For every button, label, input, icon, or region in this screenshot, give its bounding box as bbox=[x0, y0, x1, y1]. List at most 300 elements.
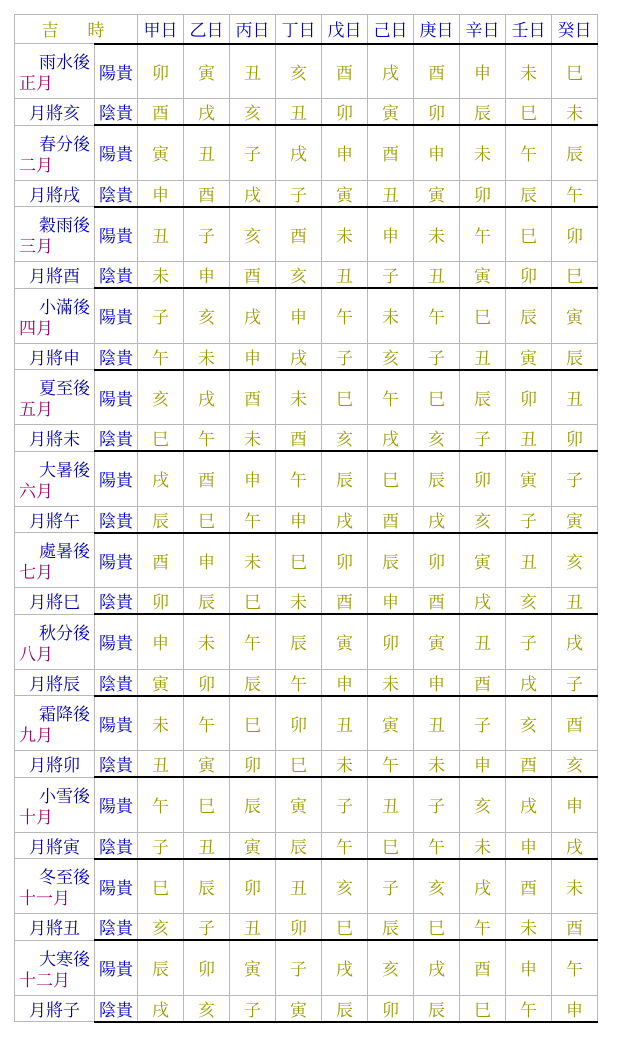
yang-gui-value: 亥 bbox=[230, 207, 276, 262]
yang-gui-value: 子 bbox=[552, 451, 598, 506]
yin-gui-value: 辰 bbox=[460, 99, 506, 126]
yang-gui-value: 卯 bbox=[368, 614, 414, 669]
yang-gui-value: 卯 bbox=[276, 696, 322, 751]
month-general-label: 月將未 bbox=[15, 425, 95, 452]
yin-gui-value: 午 bbox=[138, 343, 184, 370]
yin-gui-value: 未 bbox=[552, 99, 598, 126]
yin-gui-value: 亥 bbox=[368, 343, 414, 370]
yang-gui-value: 子 bbox=[368, 859, 414, 914]
yin-gui-value: 巳 bbox=[506, 99, 552, 126]
yin-gui-value: 亥 bbox=[138, 914, 184, 941]
month-label: 十一月 bbox=[19, 889, 70, 909]
yang-gui-value: 丑 bbox=[414, 696, 460, 751]
month-label: 十二月 bbox=[19, 970, 70, 991]
yang-gui-value: 寅 bbox=[460, 533, 506, 588]
yang-row bbox=[15, 533, 598, 588]
yin-gui-value: 卯 bbox=[138, 588, 184, 615]
yin-gui-value: 戌 bbox=[552, 832, 598, 859]
month-label: 七月 bbox=[19, 563, 53, 583]
yang-gui-value: 巳 bbox=[184, 777, 230, 832]
yang-gui-value: 子 bbox=[230, 125, 276, 180]
yin-gui-value: 午 bbox=[368, 751, 414, 778]
yin-gui-value: 戌 bbox=[276, 343, 322, 370]
yin-gui-label: 陰貴 bbox=[95, 751, 138, 778]
yang-gui-value: 酉 bbox=[414, 44, 460, 99]
yin-row bbox=[15, 425, 598, 452]
yin-gui-value: 丑 bbox=[322, 262, 368, 289]
yang-gui-value: 亥 bbox=[460, 777, 506, 832]
yin-gui-value: 申 bbox=[138, 180, 184, 207]
yang-gui-value: 巳 bbox=[138, 859, 184, 914]
yang-gui-value: 丑 bbox=[276, 859, 322, 914]
yin-row bbox=[15, 343, 598, 370]
yin-gui-value: 丑 bbox=[184, 832, 230, 859]
yin-gui-label: 陰貴 bbox=[95, 262, 138, 289]
yin-gui-value: 巳 bbox=[138, 425, 184, 452]
yin-row bbox=[15, 180, 598, 207]
month-cell bbox=[15, 207, 95, 262]
yang-gui-value: 巳 bbox=[460, 288, 506, 343]
month-cell bbox=[15, 940, 95, 995]
yin-gui-value: 子 bbox=[368, 262, 414, 289]
solar-term-label: 大寒後 bbox=[39, 949, 90, 970]
yin-gui-value: 子 bbox=[322, 343, 368, 370]
yin-gui-value: 申 bbox=[506, 832, 552, 859]
yang-gui-value: 巳 bbox=[276, 533, 322, 588]
yin-gui-value: 申 bbox=[552, 995, 598, 1022]
yang-gui-value: 午 bbox=[138, 777, 184, 832]
yin-gui-value: 未 bbox=[322, 751, 368, 778]
month-label: 三月 bbox=[19, 237, 53, 257]
yin-gui-value: 巳 bbox=[460, 995, 506, 1022]
yin-gui-value: 辰 bbox=[322, 995, 368, 1022]
yang-gui-value: 午 bbox=[322, 288, 368, 343]
yin-gui-value: 寅 bbox=[184, 751, 230, 778]
yang-gui-value: 申 bbox=[460, 44, 506, 99]
yang-row bbox=[15, 696, 598, 751]
yang-gui-value: 亥 bbox=[322, 859, 368, 914]
yang-gui-value: 申 bbox=[552, 777, 598, 832]
yin-gui-value: 午 bbox=[414, 832, 460, 859]
auspicious-hours-table bbox=[14, 14, 598, 1023]
yin-gui-value: 亥 bbox=[322, 425, 368, 452]
header-row bbox=[15, 15, 598, 44]
yin-gui-value: 戌 bbox=[322, 506, 368, 533]
yin-gui-value: 辰 bbox=[230, 669, 276, 696]
yang-gui-value: 辰 bbox=[460, 370, 506, 425]
month-cell bbox=[15, 451, 95, 506]
yin-gui-value: 未 bbox=[414, 751, 460, 778]
header-day-6: 庚日 bbox=[414, 15, 460, 44]
month-general-label: 月將申 bbox=[15, 343, 95, 370]
yin-gui-value: 亥 bbox=[276, 262, 322, 289]
month-label: 五月 bbox=[19, 400, 53, 420]
yin-gui-value: 丑 bbox=[276, 99, 322, 126]
yang-gui-value: 亥 bbox=[552, 533, 598, 588]
month-label: 四月 bbox=[19, 318, 53, 339]
yin-gui-value: 丑 bbox=[138, 751, 184, 778]
yang-gui-value: 巳 bbox=[368, 451, 414, 506]
yang-gui-value: 戌 bbox=[138, 451, 184, 506]
yin-gui-value: 寅 bbox=[506, 343, 552, 370]
yang-gui-label: 陽貴 bbox=[95, 533, 138, 588]
yin-gui-value: 寅 bbox=[552, 506, 598, 533]
yang-gui-value: 辰 bbox=[506, 288, 552, 343]
yin-gui-value: 未 bbox=[138, 262, 184, 289]
solar-term-label: 雨水後 bbox=[39, 53, 90, 73]
header-day-9: 癸日 bbox=[552, 15, 598, 44]
solar-term-label: 春分後 bbox=[39, 134, 90, 155]
yang-gui-value: 申 bbox=[322, 125, 368, 180]
yin-gui-value: 辰 bbox=[506, 180, 552, 207]
yang-gui-label: 陽貴 bbox=[95, 777, 138, 832]
yang-gui-value: 丑 bbox=[506, 533, 552, 588]
month-general-label: 月將卯 bbox=[15, 751, 95, 778]
yin-gui-value: 子 bbox=[184, 914, 230, 941]
yin-gui-value: 子 bbox=[138, 832, 184, 859]
yang-gui-value: 子 bbox=[184, 207, 230, 262]
month-cell bbox=[15, 614, 95, 669]
yang-gui-value: 未 bbox=[184, 614, 230, 669]
month-cell bbox=[15, 370, 95, 425]
yin-gui-value: 卯 bbox=[368, 995, 414, 1022]
yang-gui-value: 未 bbox=[230, 533, 276, 588]
yin-gui-value: 戌 bbox=[184, 99, 230, 126]
header-day-1: 乙日 bbox=[184, 15, 230, 44]
yang-row bbox=[15, 288, 598, 343]
month-cell bbox=[15, 288, 95, 343]
yang-gui-value: 戌 bbox=[506, 777, 552, 832]
yang-gui-value: 辰 bbox=[552, 125, 598, 180]
yang-gui-label: 陽貴 bbox=[95, 288, 138, 343]
yang-gui-value: 子 bbox=[276, 940, 322, 995]
yang-gui-value: 卯 bbox=[322, 533, 368, 588]
yin-gui-value: 丑 bbox=[460, 343, 506, 370]
header-day-7: 辛日 bbox=[460, 15, 506, 44]
auspicious-hours-table-wrapper bbox=[14, 14, 598, 1023]
yin-gui-value: 子 bbox=[506, 506, 552, 533]
yin-gui-value: 卯 bbox=[230, 751, 276, 778]
yang-gui-value: 巳 bbox=[506, 207, 552, 262]
yang-gui-value: 未 bbox=[460, 125, 506, 180]
month-cell bbox=[15, 125, 95, 180]
header-day-3: 丁日 bbox=[276, 15, 322, 44]
yang-gui-value: 亥 bbox=[276, 44, 322, 99]
yang-gui-value: 巳 bbox=[552, 44, 598, 99]
yin-gui-value: 未 bbox=[368, 669, 414, 696]
yang-gui-value: 未 bbox=[552, 859, 598, 914]
yin-gui-value: 未 bbox=[184, 343, 230, 370]
yin-gui-value: 午 bbox=[460, 914, 506, 941]
yang-gui-value: 未 bbox=[414, 207, 460, 262]
yang-gui-value: 子 bbox=[414, 777, 460, 832]
yang-gui-value: 卯 bbox=[506, 370, 552, 425]
yin-gui-value: 未 bbox=[506, 914, 552, 941]
yin-gui-value: 巳 bbox=[184, 506, 230, 533]
yin-gui-value: 酉 bbox=[230, 262, 276, 289]
yin-gui-value: 子 bbox=[552, 669, 598, 696]
yang-gui-label: 陽貴 bbox=[95, 207, 138, 262]
yin-gui-label: 陰貴 bbox=[95, 588, 138, 615]
table-body bbox=[15, 44, 598, 1022]
yin-row bbox=[15, 995, 598, 1022]
yang-gui-value: 辰 bbox=[138, 940, 184, 995]
header-day-0: 甲日 bbox=[138, 15, 184, 44]
month-general-label: 月將辰 bbox=[15, 669, 95, 696]
yin-gui-value: 酉 bbox=[276, 425, 322, 452]
month-label: 六月 bbox=[19, 481, 53, 502]
yang-gui-value: 午 bbox=[414, 288, 460, 343]
yang-gui-value: 子 bbox=[138, 288, 184, 343]
yin-gui-value: 亥 bbox=[552, 751, 598, 778]
yin-gui-value: 亥 bbox=[506, 588, 552, 615]
yang-gui-value: 亥 bbox=[414, 859, 460, 914]
yang-gui-value: 申 bbox=[368, 207, 414, 262]
yang-gui-value: 申 bbox=[276, 288, 322, 343]
yang-gui-value: 子 bbox=[506, 614, 552, 669]
yin-gui-value: 申 bbox=[414, 669, 460, 696]
month-cell bbox=[15, 777, 95, 832]
solar-term-label: 穀雨後 bbox=[39, 216, 90, 236]
yin-gui-value: 辰 bbox=[138, 506, 184, 533]
yin-gui-value: 戌 bbox=[414, 506, 460, 533]
yin-gui-value: 寅 bbox=[414, 180, 460, 207]
yin-gui-value: 丑 bbox=[414, 262, 460, 289]
month-general-label: 月將亥 bbox=[15, 99, 95, 126]
yang-gui-value: 午 bbox=[368, 370, 414, 425]
yang-gui-value: 午 bbox=[460, 207, 506, 262]
yin-gui-value: 酉 bbox=[322, 588, 368, 615]
yin-gui-value: 巳 bbox=[230, 588, 276, 615]
yang-gui-value: 午 bbox=[230, 614, 276, 669]
yin-gui-value: 子 bbox=[460, 425, 506, 452]
yang-row bbox=[15, 207, 598, 262]
yin-gui-label: 陰貴 bbox=[95, 669, 138, 696]
month-label: 九月 bbox=[19, 726, 53, 746]
yang-gui-value: 卯 bbox=[138, 44, 184, 99]
yang-gui-value: 卯 bbox=[460, 451, 506, 506]
yang-gui-value: 未 bbox=[368, 288, 414, 343]
yin-gui-value: 子 bbox=[414, 343, 460, 370]
yin-gui-value: 申 bbox=[322, 669, 368, 696]
yang-gui-value: 酉 bbox=[230, 370, 276, 425]
yang-gui-value: 巳 bbox=[322, 370, 368, 425]
yang-gui-value: 酉 bbox=[138, 533, 184, 588]
yang-gui-label: 陽貴 bbox=[95, 614, 138, 669]
yin-gui-value: 卯 bbox=[552, 425, 598, 452]
yin-row bbox=[15, 588, 598, 615]
month-general-label: 月將午 bbox=[15, 506, 95, 533]
month-general-label: 月將戌 bbox=[15, 180, 95, 207]
yang-gui-value: 午 bbox=[552, 940, 598, 995]
yang-gui-value: 寅 bbox=[138, 125, 184, 180]
yang-gui-value: 辰 bbox=[276, 614, 322, 669]
month-label: 八月 bbox=[19, 644, 53, 665]
yang-gui-value: 丑 bbox=[230, 44, 276, 99]
yang-gui-value: 辰 bbox=[368, 533, 414, 588]
yang-gui-value: 子 bbox=[322, 777, 368, 832]
yang-gui-value: 申 bbox=[230, 451, 276, 506]
solar-term-label: 霜降後 bbox=[39, 705, 90, 725]
yin-gui-value: 巳 bbox=[276, 751, 322, 778]
month-cell bbox=[15, 44, 95, 99]
yin-gui-value: 丑 bbox=[230, 914, 276, 941]
solar-term-label: 夏至後 bbox=[39, 379, 90, 399]
yin-gui-value: 申 bbox=[184, 262, 230, 289]
yin-gui-value: 戌 bbox=[138, 995, 184, 1022]
yang-row bbox=[15, 125, 598, 180]
yang-row bbox=[15, 614, 598, 669]
yang-gui-value: 寅 bbox=[552, 288, 598, 343]
yang-gui-value: 寅 bbox=[414, 614, 460, 669]
yin-gui-value: 巳 bbox=[552, 262, 598, 289]
yang-gui-label: 陽貴 bbox=[95, 859, 138, 914]
yang-gui-value: 亥 bbox=[506, 696, 552, 751]
yang-gui-value: 卯 bbox=[230, 859, 276, 914]
yang-gui-value: 子 bbox=[460, 696, 506, 751]
yin-gui-value: 申 bbox=[368, 588, 414, 615]
yin-row bbox=[15, 262, 598, 289]
yang-gui-value: 丑 bbox=[460, 614, 506, 669]
yin-gui-value: 酉 bbox=[460, 669, 506, 696]
yin-gui-value: 酉 bbox=[552, 914, 598, 941]
yang-gui-value: 戌 bbox=[276, 125, 322, 180]
yang-gui-value: 未 bbox=[322, 207, 368, 262]
yang-gui-value: 午 bbox=[276, 451, 322, 506]
header-day-4: 戊日 bbox=[322, 15, 368, 44]
yin-gui-value: 子 bbox=[276, 180, 322, 207]
yin-gui-value: 酉 bbox=[138, 99, 184, 126]
yin-row bbox=[15, 751, 598, 778]
yin-gui-value: 申 bbox=[460, 751, 506, 778]
header-day-8: 壬日 bbox=[506, 15, 552, 44]
yang-gui-value: 巳 bbox=[414, 370, 460, 425]
yin-gui-value: 酉 bbox=[414, 588, 460, 615]
yang-row bbox=[15, 859, 598, 914]
solar-term-label: 處暑後 bbox=[39, 542, 90, 562]
yin-gui-value: 未 bbox=[276, 588, 322, 615]
yang-gui-value: 寅 bbox=[230, 940, 276, 995]
yang-gui-value: 辰 bbox=[184, 859, 230, 914]
yang-gui-value: 丑 bbox=[184, 125, 230, 180]
yin-row bbox=[15, 914, 598, 941]
yang-gui-value: 酉 bbox=[460, 940, 506, 995]
yang-gui-label: 陽貴 bbox=[95, 940, 138, 995]
yin-row bbox=[15, 669, 598, 696]
yang-gui-value: 酉 bbox=[368, 125, 414, 180]
yin-gui-value: 午 bbox=[552, 180, 598, 207]
yin-gui-value: 卯 bbox=[506, 262, 552, 289]
yang-gui-value: 午 bbox=[506, 125, 552, 180]
yin-gui-value: 巳 bbox=[414, 914, 460, 941]
yin-gui-value: 酉 bbox=[184, 180, 230, 207]
yang-gui-value: 亥 bbox=[184, 288, 230, 343]
yin-gui-value: 戌 bbox=[460, 588, 506, 615]
yin-gui-label: 陰貴 bbox=[95, 832, 138, 859]
yang-gui-value: 酉 bbox=[552, 696, 598, 751]
yang-gui-value: 申 bbox=[184, 533, 230, 588]
yang-gui-value: 申 bbox=[138, 614, 184, 669]
yin-gui-value: 辰 bbox=[552, 343, 598, 370]
yang-gui-value: 寅 bbox=[184, 44, 230, 99]
yin-gui-value: 寅 bbox=[138, 669, 184, 696]
yin-gui-value: 卯 bbox=[184, 669, 230, 696]
yang-gui-value: 巳 bbox=[230, 696, 276, 751]
yin-gui-value: 戌 bbox=[230, 180, 276, 207]
yang-gui-value: 酉 bbox=[506, 859, 552, 914]
month-general-label: 月將丑 bbox=[15, 914, 95, 941]
yin-gui-value: 寅 bbox=[460, 262, 506, 289]
month-general-label: 月將子 bbox=[15, 995, 95, 1022]
month-label: 十月 bbox=[19, 807, 53, 828]
yang-gui-value: 戌 bbox=[230, 288, 276, 343]
yang-row bbox=[15, 370, 598, 425]
yin-gui-value: 寅 bbox=[276, 995, 322, 1022]
yang-gui-value: 未 bbox=[138, 696, 184, 751]
yin-gui-label: 陰貴 bbox=[95, 343, 138, 370]
yang-gui-value: 戌 bbox=[184, 370, 230, 425]
yin-gui-value: 午 bbox=[230, 506, 276, 533]
yin-row bbox=[15, 832, 598, 859]
yin-gui-value: 寅 bbox=[230, 832, 276, 859]
yin-gui-value: 戌 bbox=[506, 669, 552, 696]
yin-row bbox=[15, 506, 598, 533]
yang-gui-value: 亥 bbox=[138, 370, 184, 425]
yang-gui-label: 陽貴 bbox=[95, 370, 138, 425]
yin-gui-value: 午 bbox=[506, 995, 552, 1022]
yang-gui-value: 戌 bbox=[552, 614, 598, 669]
yin-gui-value: 午 bbox=[184, 425, 230, 452]
yang-row bbox=[15, 451, 598, 506]
yin-gui-label: 陰貴 bbox=[95, 506, 138, 533]
yin-gui-value: 丑 bbox=[506, 425, 552, 452]
yin-gui-value: 酉 bbox=[368, 506, 414, 533]
yang-gui-label: 陽貴 bbox=[95, 696, 138, 751]
yang-row bbox=[15, 777, 598, 832]
month-general-label: 月將酉 bbox=[15, 262, 95, 289]
month-cell bbox=[15, 859, 95, 914]
yang-gui-value: 辰 bbox=[414, 451, 460, 506]
yang-gui-value: 卯 bbox=[414, 533, 460, 588]
yin-gui-value: 酉 bbox=[506, 751, 552, 778]
month-label: 二月 bbox=[19, 155, 53, 176]
yin-gui-value: 巳 bbox=[322, 914, 368, 941]
yang-gui-value: 卯 bbox=[552, 207, 598, 262]
yin-gui-value: 亥 bbox=[230, 99, 276, 126]
yin-gui-value: 卯 bbox=[460, 180, 506, 207]
month-label: 正月 bbox=[19, 74, 53, 94]
yin-gui-value: 亥 bbox=[184, 995, 230, 1022]
yin-gui-value: 丑 bbox=[552, 588, 598, 615]
header-day-2: 丙日 bbox=[230, 15, 276, 44]
yang-gui-value: 戌 bbox=[322, 940, 368, 995]
yang-gui-value: 申 bbox=[414, 125, 460, 180]
yang-gui-value: 丑 bbox=[138, 207, 184, 262]
solar-term-label: 小雪後 bbox=[39, 786, 90, 807]
yang-gui-value: 辰 bbox=[230, 777, 276, 832]
yin-gui-value: 卯 bbox=[414, 99, 460, 126]
yin-gui-value: 巳 bbox=[368, 832, 414, 859]
yin-gui-value: 辰 bbox=[414, 995, 460, 1022]
solar-term-label: 秋分後 bbox=[39, 623, 90, 644]
month-general-label: 月將寅 bbox=[15, 832, 95, 859]
yang-gui-value: 丑 bbox=[322, 696, 368, 751]
month-cell bbox=[15, 533, 95, 588]
yang-row bbox=[15, 44, 598, 99]
yang-gui-value: 丑 bbox=[368, 777, 414, 832]
yang-gui-value: 戌 bbox=[414, 940, 460, 995]
yin-gui-value: 午 bbox=[322, 832, 368, 859]
